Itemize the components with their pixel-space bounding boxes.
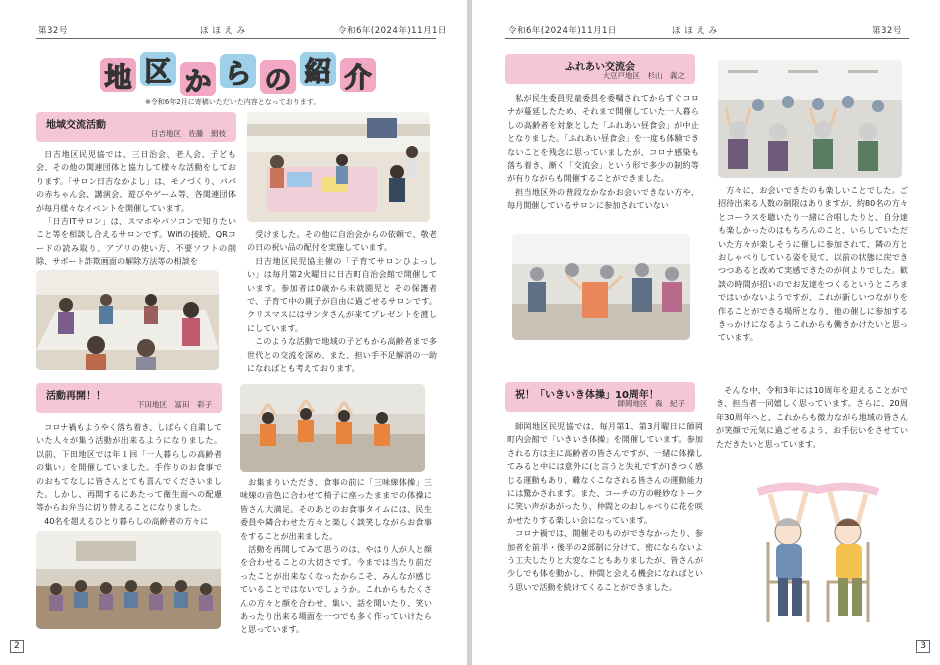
- paragraph: 師岡地区民児協では、毎月第1、第3月曜日に師岡町内会館で「いきいき体操」を開催しています。参加される方は主に高齢者の皆さんですが、一緒に体操してみると中には意外に(と言うと失礼ですが)きつく感じる運動もあり、難なくこなされる皆さんの運動能力には驚かされます。また、コーチの方の軽妙なトークに笑い声があがったり、仲間とのおしゃべりに花を咲かせたりする楽しい会になっています。: [507, 421, 703, 525]
- photo-chorus-gathering: [718, 60, 902, 178]
- paragraph: コロナ禍では、開催そのものができなかったり、参加者を前半・後半の2部制に分けて、密にならないよう工夫したりと大変なこともありましたが、皆さんが少しでも体を動かし、仲間と会える機会になればという思いで活動を続けてくることができました。: [507, 528, 703, 592]
- paragraph: そんな中、令和3年には10周年を迎えることができ、担当者一同嬉しく思っています。さらに、20周年30周年へと、これからも微力ながら地域の皆さんが笑顔で元気に過ごせるよう、お手伝いをさせていただきたいと思っています。: [716, 385, 908, 449]
- newsletter-name: ほ ほ え み: [672, 26, 718, 36]
- header-rule: [36, 38, 436, 39]
- page-number: 3: [916, 640, 930, 653]
- article-text-hiyoshi-2: [247, 228, 437, 376]
- title-char-tile: ら: [220, 54, 256, 88]
- article-text-shimoda-2: [240, 476, 432, 636]
- paragraph: お集まりいただき、食事の前に「三味線体操」三味線の音色に合わせて椅子に座ったままでの体操に皆さん大満足。そのあとのお食事タイムには、民生委員や隣合わせた方々と楽しく談笑しながらお食事をすることが出来ました。: [240, 477, 432, 541]
- exercise-illustration: [748, 482, 888, 628]
- paragraph: 40名を超えるひとり暮らしの高齢者の方々に: [44, 515, 209, 526]
- issue-date: 令和6年(2024年)11月1日: [508, 26, 617, 36]
- page-number: 2: [10, 640, 24, 653]
- paragraph: このような活動で地域の子どもから高齢者まで多世代との交流を深め、また、担い手不足解消の一助になればとも考えております。: [247, 336, 437, 374]
- photo-shamisen-exercise: [240, 384, 425, 472]
- issue-date: 令和6年(2024年)11月1日: [338, 26, 447, 36]
- left-page: [0, 0, 467, 665]
- article-text-moroka-1: [507, 420, 703, 632]
- title-char-tile: 区: [140, 52, 176, 86]
- section-author: 下田地区 冨田 彩子: [137, 400, 212, 409]
- section-author: 大豆戸地区 杉山 義之: [602, 71, 685, 80]
- right-page: [472, 0, 940, 665]
- section-heading-moroka: [505, 382, 695, 412]
- title-char-tile: の: [260, 60, 296, 94]
- article-text-mamedo-2: [718, 184, 908, 360]
- section-title: ふれあい交流会: [565, 62, 635, 73]
- section-title: 地域交流活動: [46, 120, 106, 131]
- section-heading-shimoda: [36, 383, 222, 413]
- title-char-tile: 介: [340, 58, 376, 92]
- title-char-tile: 紹: [300, 52, 336, 86]
- issue-number: 第32号: [872, 26, 902, 36]
- paragraph: 日吉地区民児協主催の「子育てサロンひよっしい」は毎月第2火曜日に日吉町自治会館で開催しています。参加者は0歳から未就園児と その保護者で、子育て中の親子が自由に過ごせるサロンです。クリスマスにはサンタさんが来てプレゼントを渡しにしています。: [247, 255, 437, 333]
- paragraph: コロナ禍もようやく落ち着き、しばらく自粛していた人々が集う活動が出来るようになりました。以前、下田地区では年１回「一人暮らしの高齢者の集い」を開催していました。手作りのお食事でのおもてなしに皆さんとても喜んでくださいました。しかし、再開するにあたって衛生面への配慮等からお弁当に切り替えることになりました。: [36, 422, 222, 513]
- paragraph: 「日吉ITサロン」は、スマホやパソコンで知りたいこと等を相談し合えるサロンです。Wifiの接続、QRコードの読み取り、アプリの使い方、不要ソフトの削除、サポート詐欺画面の解除方法等の相談を: [36, 216, 236, 267]
- paragraph: 受けました。その他に自治会からの依頼で、敬老の日の祝い品の配付を実施しています。: [247, 229, 437, 253]
- newsletter-name: ほ ほ え み: [200, 26, 246, 36]
- article-text-shimoda-1: [36, 421, 222, 529]
- photo-luncheon: [36, 531, 221, 629]
- section-heading-hiyoshi: [36, 112, 236, 142]
- article-text-moroka-2: [716, 384, 908, 462]
- title-char-tile: か: [180, 62, 216, 96]
- paragraph: 担当地区外の普段なかなかお会いできない方や、毎月開催しているサロンに参加されていない: [507, 186, 699, 211]
- photo-community-exercise: [512, 234, 690, 340]
- section-heading-mamedo: [505, 54, 695, 84]
- header-rule: [505, 38, 909, 39]
- paragraph: 活動を再開してみて思うのは、やはり人が人と顔を合わせることの大切さです。今までは当たり前だったことが出来なくなったからこそ、みんなが感じていることではないでしょうか。これからもたくさんの方々と顔を合わせ、集い、話を聞いたり、笑いあったり出来る場面を一つでも多く作っていけたらと思っています。: [240, 544, 432, 635]
- photo-kids-salon: [247, 112, 430, 222]
- title-char-tile: 地: [100, 58, 136, 92]
- section-title: 活動再開！！: [46, 391, 106, 402]
- section-title: 祝！「いきいき体操」10周年！: [515, 390, 659, 401]
- section-author: 日吉地区 佐藤 絹枝: [151, 129, 226, 138]
- paragraph: 日吉地区民児協では、三日治会、老人会、子ども会、その他の関連団体と協力して様々な活動をしております。「サロン日吉なかよし」は、モノづくり、パパの赤ちゃん会、講演会、遊びやゲーム等、各関連団体が毎月様々なイベントを開催しています。: [36, 149, 236, 213]
- paragraph: 私が民生委員児童委員を委嘱されてからすぐコロナが蔓延したため、それまで開催していた一人暮らしの高齢者を対象とした「ふれあい昼食会」が中止となりました。「ふれあい昼食会」を一度も体験できないことを残念に思っていましたが、コロナ感染も落ち着き、漸く「交流会」という形で多少の制約等が有りながらも開催することができました。: [507, 93, 699, 184]
- section-author: 師岡地区 森 紀子: [617, 399, 685, 408]
- article-text-mamedo-1: [507, 92, 699, 227]
- issue-number: 第32号: [38, 26, 68, 36]
- article-text-hiyoshi-1: [36, 148, 236, 268]
- paragraph: 方々に、お会いできたのも楽しいことでした。ご招待出来る人数の制限はありますが、約80名の方々とコーラスを聴いたり一緒に合唱したりと、自分達も楽しかったのはもちろんのこと、いらしていただいた方々が楽しそうに催しに参加されて、隣の方とおしゃべりしている姿を見て、以前の状態に戻できつつあると改めて実感できたのが何よりでした。歓談の時間が招いのでお友達をつくるというところまではいかないようですが、これが新しいつながりを作ることができる場所となり、他の催しに参加するきっかけになるようこれからも働きかけたいと思っています。: [718, 185, 908, 343]
- photo-it-salon: [36, 270, 219, 370]
- title-note: ※令和6年2月に寄稿いただいた内容となっております。: [145, 98, 321, 106]
